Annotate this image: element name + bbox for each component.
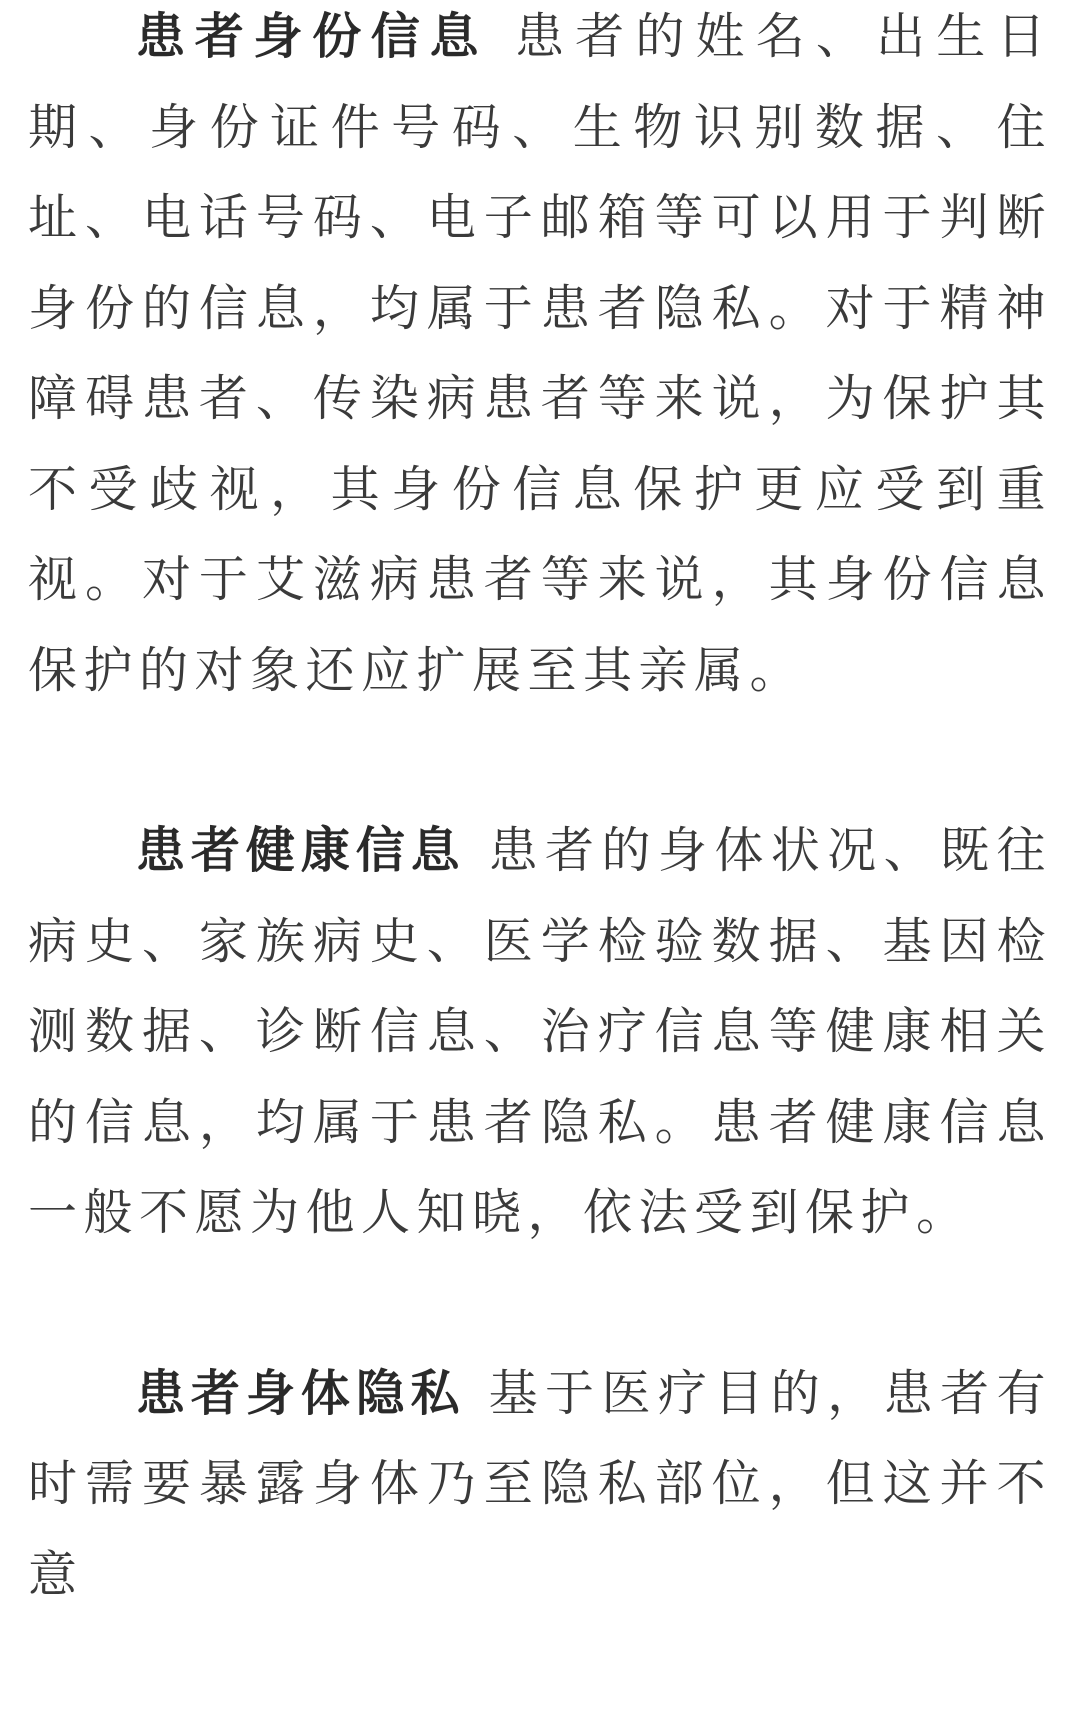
- paragraph-text: 患者的姓名、出生日期、身份证件号码、生物识别数据、住址、电话号码、电子邮箱等可以用于判断身份的信息，均属于患者隐私。对于精神障碍患者、传染病患者等来说，为保护其不受歧视，其身份信息保护更应受到重视。对于艾滋病患者等来说，其身份信息保护的对象还应扩展至其亲属。: [28, 8, 1052, 699]
- paragraph-identity-info: [28, 0, 1052, 716]
- paragraph-health-info: [28, 806, 1052, 1259]
- paragraph-text: 患者的身体状况、既往病史、家族病史、医学检验数据、基因检测数据、诊断信息、治疗信息等健康相关的信息，均属于患者隐私。患者健康信息一般不愿为他人知晓，依法受到保护。: [28, 822, 1052, 1241]
- paragraph-heading: 患者健康信息: [136, 822, 466, 879]
- paragraph-body-privacy: [28, 1349, 1052, 1621]
- paragraph-heading: 患者身份信息: [136, 8, 489, 65]
- paragraph-text: 基于医疗目的，患者有时需要暴露身体乃至隐私部位，但这并不意: [28, 1364, 1052, 1603]
- paragraph-heading: 患者身体隐私: [136, 1364, 466, 1422]
- article-body: [28, 0, 1052, 1710]
